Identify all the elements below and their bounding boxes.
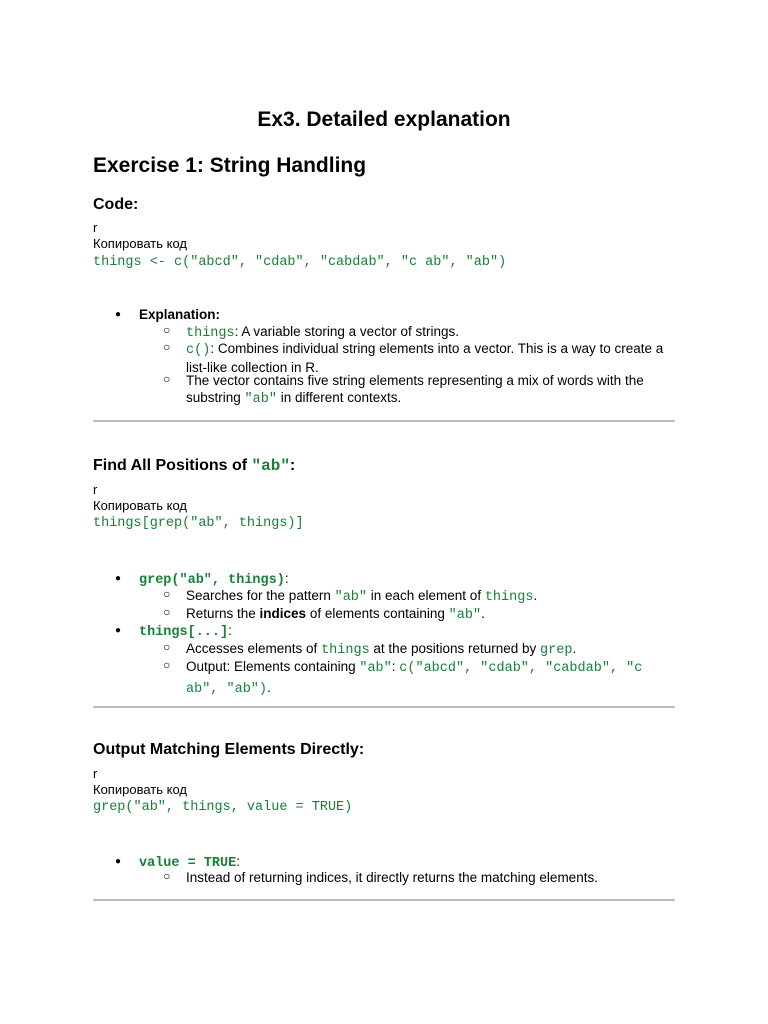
code-block: things[grep("ab", things)]: [93, 516, 304, 531]
list-item-things-subset: [139, 622, 232, 641]
inline-code: value = TRUE: [139, 856, 237, 871]
inline-code: grep("ab", things): [139, 573, 285, 588]
inline-code: "ab": [448, 608, 482, 623]
sub-item-text: The vector contains five string elements representing a mix of words with the substring: [186, 373, 644, 405]
code-block: things <- c("abcd", "cdab", "cabdab", "c ab", "ab"): [93, 255, 507, 270]
inline-code: "ab": [244, 392, 277, 407]
heading-colon: :: [289, 457, 296, 474]
bullet-colon: :: [284, 571, 289, 586]
inline-code: "ab": [359, 661, 392, 676]
inline-code: "ab": [251, 457, 290, 475]
sub-item-text: : Combines individual string elements into a vector. This is a way to create a list-like collection in R.: [186, 341, 664, 375]
sub-item-text: at the positions returned by: [369, 641, 541, 656]
inline-code: "ab": [334, 590, 367, 605]
section-heading-find-positions: [93, 457, 295, 475]
sub-item-text: Output: Elements containing: [186, 659, 360, 674]
sub-item-returns: [186, 605, 676, 624]
sub-item-text: in each element of: [367, 588, 485, 603]
sub-item-searches: [186, 587, 676, 606]
section-divider: [93, 899, 675, 901]
copy-code-button[interactable]: Копировать код: [93, 498, 187, 513]
sub-item-text: of elements containing: [306, 606, 449, 621]
sub-item-text: Searches for the pattern: [186, 588, 335, 603]
sub-item-text: Accesses elements of: [186, 641, 322, 656]
inline-code: things: [186, 326, 235, 341]
explanation-label: Explanation:: [139, 307, 221, 322]
sub-item-instead: ○ Instead of returning indices, it directly returns the matching elements.: [186, 869, 676, 886]
sub-item-text: .: [572, 641, 577, 656]
sub-item-vector: [186, 372, 676, 408]
sub-item-text: :: [391, 659, 400, 674]
inline-code: grep: [540, 643, 573, 658]
section-divider: [93, 706, 675, 708]
inline-code: c(): [186, 343, 211, 358]
code-block: grep("ab", things, value = TRUE): [93, 800, 353, 815]
copy-code-button[interactable]: Копировать код: [93, 236, 187, 251]
sub-item-text: .: [533, 588, 538, 603]
sub-item-output: [186, 657, 676, 699]
code-lang-label: r: [93, 482, 98, 497]
copy-code-button[interactable]: Копировать код: [93, 782, 187, 797]
section-heading-output-matching: Output Matching Elements Directly:: [93, 741, 365, 758]
section-divider: [93, 420, 675, 422]
sub-item-text: : A variable storing a vector of strings.: [234, 324, 459, 339]
inline-code: things[...]: [139, 625, 229, 640]
inline-code: things: [321, 643, 370, 658]
inline-code: things: [484, 590, 534, 605]
exercise-heading: Exercise 1: String Handling: [93, 154, 367, 177]
page-title: Ex3. Detailed explanation: [257, 108, 511, 131]
inline-code: c("abcd", "cdab", "cabdab", "c ab", "ab"): [186, 661, 643, 697]
heading-text: Find All Positions of: [93, 457, 252, 474]
sub-item-text: Returns the: [186, 606, 260, 621]
sub-item-text: .: [481, 606, 485, 621]
code-lang-label: r: [93, 766, 98, 781]
code-label: Code:: [93, 196, 139, 213]
list-item-explanation: [139, 306, 220, 323]
sub-item-c: [186, 340, 676, 376]
sub-item-text: in different contexts.: [276, 390, 402, 405]
bold-text: indices: [259, 606, 307, 621]
code-lang-label: r: [93, 220, 98, 235]
sub-item-text: .: [267, 680, 271, 695]
bullet-colon: :: [236, 854, 240, 869]
bullet-colon: :: [228, 623, 232, 638]
